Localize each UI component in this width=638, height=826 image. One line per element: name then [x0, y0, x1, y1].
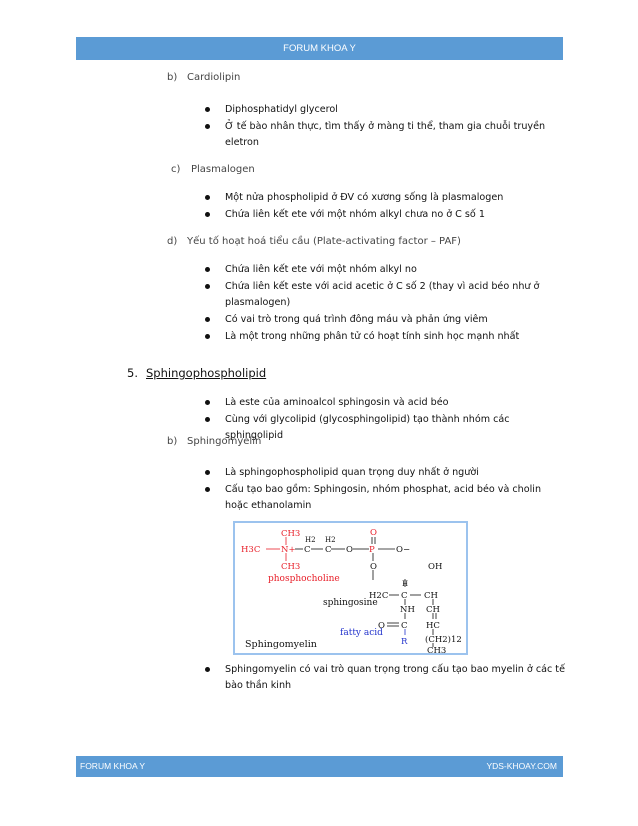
label-hc: HC	[426, 621, 440, 631]
heading-title: Yếu tố hoạt hoá tiểu cầu (Plate-activating factor – PAF)	[187, 236, 461, 247]
label-c-mid: C	[401, 591, 408, 601]
sphingomyelin-list-after	[205, 662, 565, 695]
page-footer	[76, 756, 563, 777]
label-c-amide: C	[401, 621, 408, 631]
label-ch3-end: CH3	[427, 646, 447, 653]
paf-heading	[167, 236, 461, 247]
cardiolipin-heading	[167, 72, 240, 83]
label-h2-b: H2	[325, 536, 336, 544]
heading-title: Plasmalogen	[191, 164, 255, 175]
label-ch-right: CH	[424, 591, 438, 601]
label-fatty-acid: fatty acid	[340, 628, 383, 638]
section-number: 5.	[127, 366, 138, 380]
label-nh: NH	[400, 605, 415, 615]
label-oh: OH	[428, 562, 443, 572]
label-ch3-bottom: CH3	[281, 562, 301, 572]
list-item: Cấu tạo bao gồm: Sphingosin, nhóm phosphat, acid béo và cholin hoặc ethanolamin	[205, 482, 565, 513]
heading-label: b)	[167, 72, 178, 83]
label-ch2-12: (CH2)12	[425, 635, 462, 645]
cardiolipin-list	[205, 102, 565, 152]
list-item: Sphingomyelin có vai trò quan trọng trong cấu tạo bao myelin ở các tế bào thần kinh	[205, 662, 565, 693]
sphingomyelin-heading	[167, 436, 261, 447]
heading-label: d)	[167, 236, 178, 247]
label-o-link1: O	[346, 545, 353, 555]
heading-title: Sphingomyelin	[187, 436, 262, 447]
list-item: Chứa liên kết ete với một nhóm alkyl chưa no ở C số 1	[205, 207, 565, 223]
label-n-plus: N+	[281, 545, 296, 555]
label-o-link2: O	[370, 562, 377, 572]
label-p: P	[369, 545, 375, 555]
heading-label: b)	[167, 436, 178, 447]
list-item: Chứa liên kết ete với một nhóm alkyl no	[205, 262, 565, 278]
label-phosphocholine: phosphocholine	[268, 574, 340, 584]
list-item: Cùng với glycolipid (glycosphingolipid) tạo thành nhóm các sphingolipid	[205, 412, 565, 443]
label-h2c: H2C	[369, 591, 389, 601]
page-header	[76, 37, 563, 60]
label-ch3-top: CH3	[281, 529, 301, 539]
label-ch-right2: CH	[426, 605, 440, 615]
list-item: Có vai trò trong quá trình đông máu và phản ứng viêm	[205, 312, 565, 328]
section-5-title	[127, 366, 266, 380]
footer-left: FORUM KHOA Y	[80, 761, 146, 771]
list-item: Diphosphatidyl glycerol	[205, 102, 565, 118]
list-item: Là một trong những phân tử có hoạt tính sinh học mạnh nhất	[205, 329, 565, 345]
sphingomyelin-list	[205, 465, 565, 515]
paf-list	[205, 262, 565, 346]
label-caption: Sphingomyelin	[245, 639, 317, 650]
label-o-double: O	[370, 528, 377, 538]
label-o-amide: O	[378, 621, 385, 631]
list-item: Một nửa phospholipid ở ĐV có xương sống là plasmalogen	[205, 190, 565, 206]
label-h: H	[402, 580, 409, 588]
label-o-minus: O−	[396, 545, 411, 555]
label-h2-a: H2	[305, 536, 316, 544]
sphingomyelin-structure-image	[233, 521, 468, 655]
label-c-b: C	[325, 545, 332, 555]
footer-right: YDS-KHOAY.COM	[486, 761, 557, 771]
list-item: Chứa liên kết este với acid acetic ở C số 2 (thay vì acid béo như ở plasmalogen)	[205, 279, 565, 310]
label-c-a: C	[304, 545, 311, 555]
label-r: R	[401, 637, 408, 647]
section-title-text: Sphingophospholipid	[146, 366, 267, 380]
label-sphingosine: sphingosine	[323, 598, 378, 608]
structure-svg	[235, 523, 466, 653]
plasmalogen-heading	[171, 164, 255, 175]
label-h3c: H3C	[241, 545, 261, 555]
plasmalogen-list	[205, 190, 565, 224]
header-title: FORUM KHOA Y	[283, 43, 356, 54]
heading-title: Cardiolipin	[187, 72, 241, 83]
list-item: Ở tế bào nhân thực, tìm thấy ở màng ti thể, tham gia chuỗi truyền eletron	[205, 119, 565, 150]
heading-label: c)	[171, 164, 181, 175]
list-item: Là sphingophospholipid quan trọng duy nhất ở người	[205, 465, 565, 481]
list-item: Là este của aminoalcol sphingosin và acid béo	[205, 395, 565, 411]
